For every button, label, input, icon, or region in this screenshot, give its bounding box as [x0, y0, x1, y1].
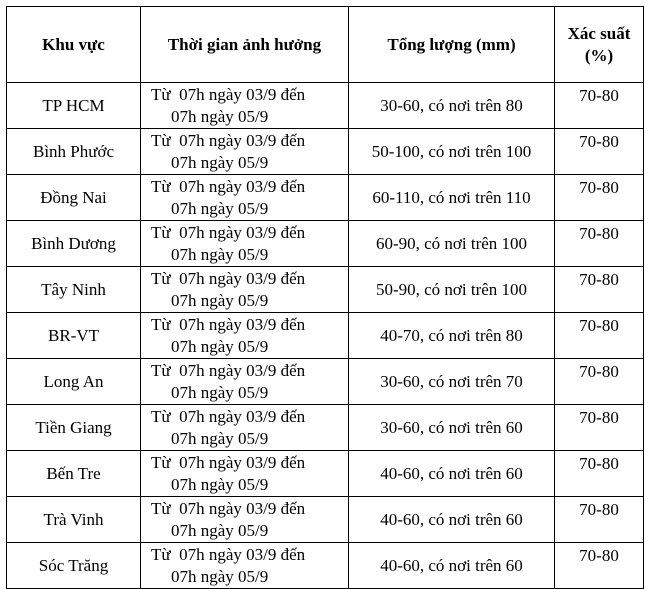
cell-time-line2: 07h ngày 05/9 [171, 106, 269, 126]
cell-probability: 70-80 [555, 267, 644, 313]
cell-time [141, 497, 349, 543]
table-row [7, 543, 644, 589]
cell-time [141, 221, 349, 267]
table-row [7, 221, 644, 267]
cell-time-line1: Từ 07h ngày 03/9 đến [151, 498, 306, 518]
cell-probability: 70-80 [555, 313, 644, 359]
cell-time-line2: 07h ngày 05/9 [171, 244, 269, 264]
cell-time [141, 543, 349, 589]
cell-time-line2: 07h ngày 05/9 [171, 520, 269, 540]
table-body [7, 83, 644, 589]
cell-area: Sóc Trăng [7, 543, 141, 589]
cell-time-line1: Từ 07h ngày 03/9 đến [151, 406, 306, 426]
cell-area: Bình Dương [7, 221, 141, 267]
cell-time-line1: Từ 07h ngày 03/9 đến [151, 268, 306, 288]
table-row [7, 497, 644, 543]
cell-total: 40-60, có nơi trên 60 [349, 543, 555, 589]
cell-time [141, 313, 349, 359]
cell-area: BR-VT [7, 313, 141, 359]
cell-area: TP HCM [7, 83, 141, 129]
table-row [7, 83, 644, 129]
cell-total: 30-60, có nơi trên 80 [349, 83, 555, 129]
cell-probability: 70-80 [555, 405, 644, 451]
header-probability-line1: Xác suất [567, 23, 631, 43]
table-header [7, 7, 644, 83]
table-row [7, 359, 644, 405]
cell-time-line2: 07h ngày 05/9 [171, 566, 269, 586]
cell-time [141, 451, 349, 497]
cell-time-line2: 07h ngày 05/9 [171, 336, 269, 356]
cell-time-line2: 07h ngày 05/9 [171, 152, 269, 172]
cell-total: 40-60, có nơi trên 60 [349, 497, 555, 543]
header-total: Tổng lượng (mm) [349, 7, 555, 83]
cell-time-line1: Từ 07h ngày 03/9 đến [151, 314, 306, 334]
cell-time-line1: Từ 07h ngày 03/9 đến [151, 176, 306, 196]
cell-area: Long An [7, 359, 141, 405]
table-row [7, 129, 644, 175]
cell-probability: 70-80 [555, 175, 644, 221]
cell-probability: 70-80 [555, 83, 644, 129]
cell-time [141, 267, 349, 313]
cell-time-line2: 07h ngày 05/9 [171, 474, 269, 494]
cell-area: Tây Ninh [7, 267, 141, 313]
cell-time [141, 83, 349, 129]
cell-time-line1: Từ 07h ngày 03/9 đến [151, 360, 306, 380]
cell-time-line2: 07h ngày 05/9 [171, 198, 269, 218]
cell-time [141, 359, 349, 405]
cell-probability: 70-80 [555, 221, 644, 267]
cell-time-line2: 07h ngày 05/9 [171, 428, 269, 448]
cell-time-line1: Từ 07h ngày 03/9 đến [151, 544, 306, 564]
rainfall-forecast-table [6, 6, 644, 589]
cell-time-line2: 07h ngày 05/9 [171, 382, 269, 402]
cell-probability: 70-80 [555, 497, 644, 543]
cell-probability: 70-80 [555, 129, 644, 175]
cell-time-line1: Từ 07h ngày 03/9 đến [151, 452, 306, 472]
cell-time-line1: Từ 07h ngày 03/9 đến [151, 222, 306, 242]
cell-probability: 70-80 [555, 451, 644, 497]
cell-area: Bình Phước [7, 129, 141, 175]
cell-time-line2: 07h ngày 05/9 [171, 290, 269, 310]
header-probability-line2: (%) [584, 45, 614, 65]
table-row [7, 313, 644, 359]
cell-area: Đồng Nai [7, 175, 141, 221]
cell-total: 40-70, có nơi trên 80 [349, 313, 555, 359]
cell-total: 50-100, có nơi trên 100 [349, 129, 555, 175]
cell-probability: 70-80 [555, 359, 644, 405]
header-row [7, 7, 644, 83]
cell-area: Bến Tre [7, 451, 141, 497]
cell-area: Tiền Giang [7, 405, 141, 451]
table-row [7, 267, 644, 313]
cell-total: 50-90, có nơi trên 100 [349, 267, 555, 313]
cell-area: Trà Vinh [7, 497, 141, 543]
header-probability [555, 7, 644, 83]
cell-total: 30-60, có nơi trên 70 [349, 359, 555, 405]
table-row [7, 451, 644, 497]
cell-time-line1: Từ 07h ngày 03/9 đến [151, 130, 306, 150]
cell-time [141, 129, 349, 175]
cell-total: 60-110, có nơi trên 110 [349, 175, 555, 221]
cell-time-line1: Từ 07h ngày 03/9 đến [151, 84, 306, 104]
table-row [7, 405, 644, 451]
cell-total: 30-60, có nơi trên 60 [349, 405, 555, 451]
header-area: Khu vực [7, 7, 141, 83]
cell-time [141, 405, 349, 451]
header-time: Thời gian ảnh hưởng [141, 7, 349, 83]
table-row [7, 175, 644, 221]
cell-total: 60-90, có nơi trên 100 [349, 221, 555, 267]
cell-time [141, 175, 349, 221]
cell-total: 40-60, có nơi trên 60 [349, 451, 555, 497]
cell-probability: 70-80 [555, 543, 644, 589]
